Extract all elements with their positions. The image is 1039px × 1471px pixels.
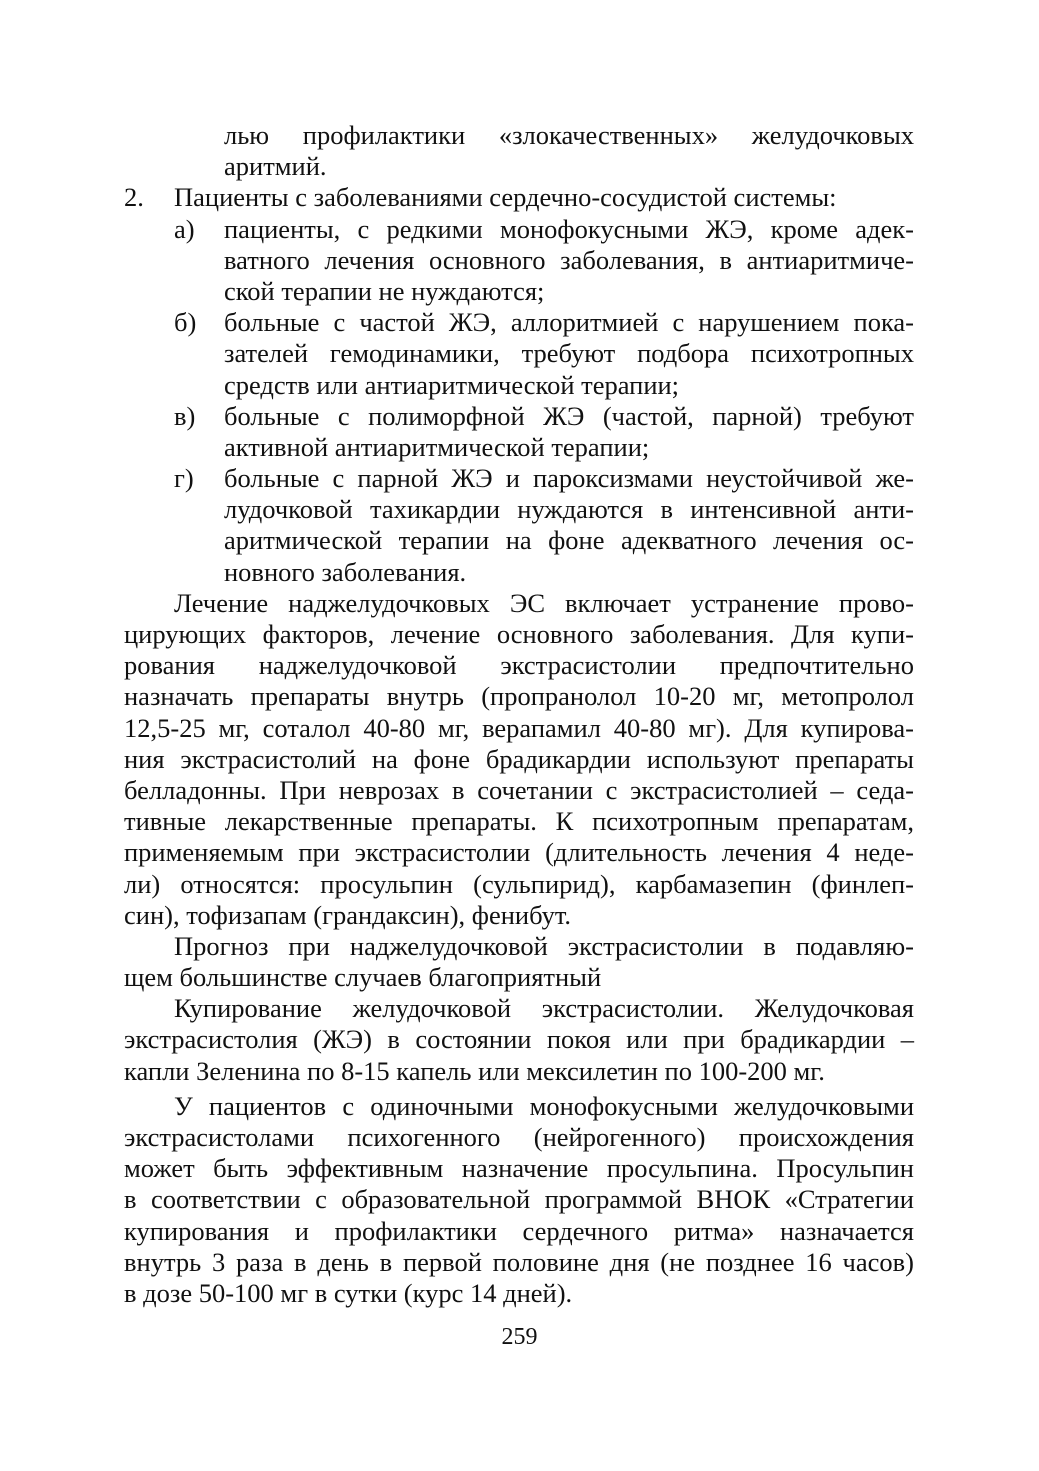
text-line: средств или антиаритмической терапии; [224,369,680,400]
text-line: аритмий. [224,151,327,182]
text-line: экстрасистолами психогенного (нейрогенного) происхождения [124,1122,914,1152]
text-line: купирования и профилактики сердечного ритма» назначается [124,1215,914,1246]
text-line: аритмической терапии на фоне адекватного лечения ос- [224,525,914,556]
text-line: ния экстрасистолий на фоне брадикардии используют препараты [124,743,914,774]
text-line: син), тофизапам (грандаксин), фенибут. [124,899,572,930]
text-line: ватного лечения основного заболевания, в антиаритмиче- [224,244,914,275]
text-line: применяемым при экстрасистолии (длительность лечения 4 неде- [124,837,914,868]
text-line: тивные лекарственные препараты. К психотропным препаратам, [124,806,914,837]
list-marker: а) [174,213,195,244]
text-line: 12,5-25 мг, соталол 40-80 мг, верапамил 40-80 мг). Для купирова- [124,712,914,743]
text-line: щем большинстве случаев благоприятный [124,962,602,993]
text-line: назначать препараты внутрь (пропранолол 10-20 мг, метопролол [124,681,914,712]
text-line: Прогноз при наджелудочковой экстрасистолии в подавляю- [174,930,914,961]
text-line: в соответствии с образовательной программой ВНОК «Стратегии [124,1184,914,1215]
list-heading-text: Пациенты с заболеваниями сердечно-сосудистой системы: [174,182,837,213]
text-line-content: больные с полиморфной ЖЭ (частой, парной) требуют [224,400,914,431]
text-line: зателей гемодинамики, требуют подбора психотропных [224,338,914,369]
list-item [124,307,914,401]
list-item [124,463,914,588]
paragraph [124,931,914,993]
list-marker: б) [174,307,197,338]
text-line: новного заболевания. [224,556,467,587]
text-line: белладонны. При неврозах в сочетании с экстрасистолией – седа- [124,774,914,805]
list-marker: г) [174,463,194,494]
text-line: ской терапии не нуждаются; [224,275,545,306]
text-line: цирующих факторов, лечение основного заболевания. Для купи- [124,619,914,649]
list-item [124,214,914,308]
text-line: Лечение наджелудочковых ЭС включает устранение прово- [174,587,914,618]
paragraph [124,588,914,931]
page-number: 259 [501,1324,538,1350]
text-line [174,213,914,245]
text-line: рования наджелудочковой экстрасистолии предпочтительно [124,650,914,681]
text-line: в дозе 50-100 мг в сутки (курс 14 дней). [124,1277,573,1308]
text-line [174,400,914,432]
text-line: может быть эффективным назначение просульпина. Просульпин [124,1153,914,1184]
list-marker: в) [174,400,196,431]
paragraph [124,993,914,1087]
text-line: активной антиаритмической терапии; [224,431,650,462]
text-line: лью профилактики «злокачественных» желудочковых [224,120,914,150]
text-line [174,307,914,338]
text-line: ли) относятся: просульпин (сульпирид), карбамазепин (финлеп- [124,868,914,899]
list-heading [124,182,914,213]
text-line: лудочковой тахикардии нуждаются в интенсивной анти- [224,494,914,525]
list-number: 2. [124,182,144,213]
text-line [174,463,914,494]
text-line: внутрь 3 раза в день в первой половине дня (не позднее 16 часов) [124,1246,914,1277]
text-line: Купирование желудочковой экстрасистолии. Желудочковая [174,993,914,1024]
text-line: экстрасистолия (ЖЭ) в состоянии покоя или при брадикардии – [124,1024,914,1055]
paragraph [124,1091,914,1309]
text-line: капли Зеленина по 8-15 капель или мексилетин по 100-200 мг. [124,1055,825,1086]
page-text [124,120,914,1309]
text-line: У пациентов с одиночными монофокусными желудочковыми [174,1090,914,1121]
text-line-content: пациенты, с редкими монофокусными ЖЭ, кроме адек- [224,213,914,244]
text-line-content: больные с парной ЖЭ и пароксизмами неустойчивой же- [224,463,914,494]
list-item [124,401,914,463]
text-line-content: больные с частой ЖЭ, аллоритмией с нарушением пока- [224,307,914,338]
